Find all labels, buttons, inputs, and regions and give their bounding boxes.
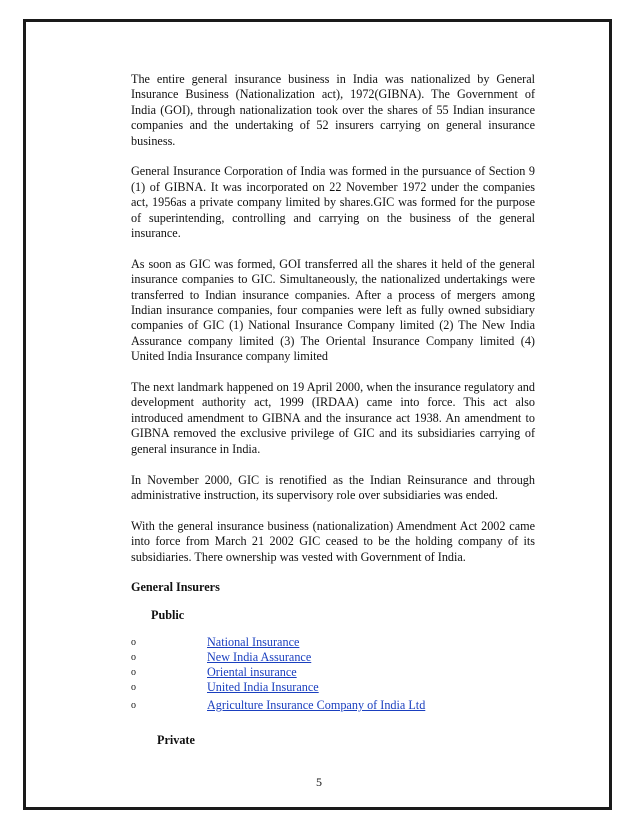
link-national-insurance[interactable]: National Insurance (207, 635, 300, 650)
page-number: 5 (316, 775, 322, 789)
list-item (131, 680, 535, 695)
list-item (131, 665, 535, 680)
bullet-circle-icon: o (131, 682, 136, 694)
paragraph-renotification: In November 2000, GIC is renotified as the Indian Reinsurance and through administrative instruction, its supervisory role over subsidiaries was ended. (131, 472, 535, 502)
document-body (131, 72, 535, 749)
paragraph-amendment-2002: With the general insurance business (nationalization) Amendment Act 2002 came into force from March 21 2002 GIC ceased to be the holding company of its subsidiaries. There ownership was vested with Government of India. (131, 518, 535, 564)
sub-heading-public: Public (151, 607, 185, 622)
section-heading-general-insurers: General Insurers (131, 580, 220, 595)
paragraph-irdaa: The next landmark happened on 19 April 2000, when the insurance regulatory and development authority act, 1999 (IRDAA) came into force. This act also introduced amendment to GIBNA and the insurance act 1938. An amendment to GIBNA removed the exclusive privilege of GIC and its subsidiaries carrying of general insurance in India. (131, 380, 535, 456)
bullet-circle-icon: o (131, 700, 136, 712)
sub-heading-private: Private (157, 733, 195, 748)
public-insurers-list (131, 635, 535, 713)
bullet-circle-icon: o (131, 637, 136, 649)
bullet-circle-icon: o (131, 652, 136, 664)
link-oriental-insurance[interactable]: Oriental insurance (207, 665, 297, 680)
list-item (131, 650, 535, 665)
link-united-india-insurance[interactable]: United India Insurance (207, 680, 319, 695)
paragraph-gic-formation: General Insurance Corporation of India was formed in the pursuance of Section 9 (1) of GIBNA. It was incorporated on 22 November 1972 under the companies act, 1956as a private company limited by shares.GIC was formed for the purpose of superintending, controlling and carrying on the business of the general insurance. (131, 164, 535, 241)
bullet-circle-icon: o (131, 667, 136, 679)
link-agriculture-insurance[interactable]: Agriculture Insurance Company of India Ltd (207, 698, 426, 713)
paragraph-share-transfer: As soon as GIC was formed, GOI transferred all the shares it held of the general insurance companies to GIC. Simultaneously, the nationalized undertakings were transferred to Indian insurance companies. After a process of mergers among Indian insurance companies, four companies were left as fully owned subsidiary companies of GIC (1) National Insurance Company limited (2) The New India Assurance company limited (3) The Oriental Insurance Company limited (4) United India Insurance company limited (131, 256, 535, 364)
link-new-india-assurance[interactable]: New India Assurance (207, 650, 312, 665)
list-item (131, 698, 535, 713)
list-item (131, 635, 535, 650)
paragraph-nationalization: The entire general insurance business in India was nationalized by General Insurance Business (Nationalization act), 1972(GIBNA). The Government of India (GOI), through nationalization took over the shares of 55 Indian insurance companies and the undertaking of 52 insurers carrying on general insurance business. (131, 72, 535, 148)
